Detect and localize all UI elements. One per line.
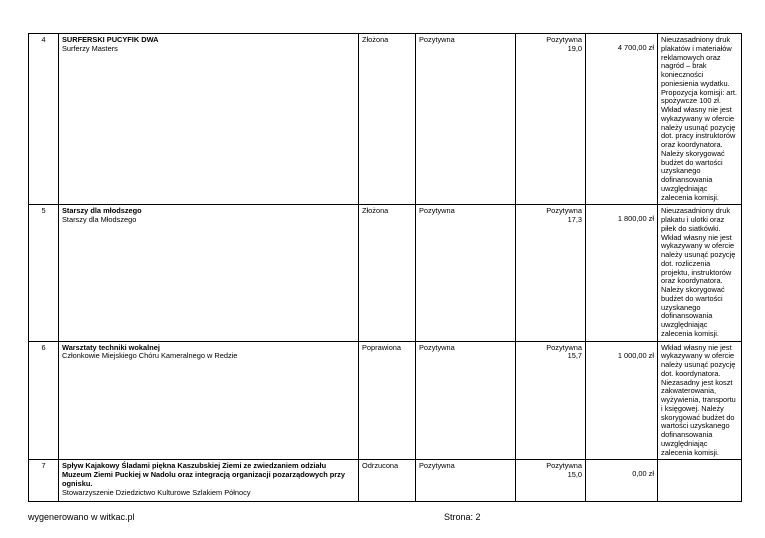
commission-notes [658, 460, 742, 502]
formal-assessment: Pozytywna [416, 34, 516, 205]
commission-notes: Nieuzasadniony druk plakatów i materiałów reklamowych oraz nagród – brak konieczności poniesienia wydatku. Propozycja komisji: art. spożywcze 100 zł. Wkład własny nie jest wykazywany w ofercie należy usunąć pozycję dot. pracy instruktorów oraz koordynatora. Należy skorygować budżet do wartości uzyskanego dofinansowania uwzględniając zalecenia komisji. [658, 34, 742, 205]
offer-title: SURFERSKI PUCYFIK DWA [62, 35, 159, 44]
offer-status: Złożona [359, 34, 416, 205]
merit-assessment [516, 34, 586, 205]
granted-amount: 0,00 zł [586, 460, 658, 502]
merit-assessment [516, 205, 586, 341]
offer-title: Starszy dla młodszego [62, 206, 142, 216]
row-number: 7 [29, 460, 59, 502]
merit-score: 19,0 [567, 43, 582, 53]
page-number: Strona: 2 [444, 512, 481, 522]
table-row [29, 205, 742, 341]
offer-title-cell [59, 34, 359, 205]
offer-title-cell [59, 460, 359, 502]
merit-label: Pozytywna [546, 206, 582, 216]
row-number: 5 [29, 205, 59, 341]
organization-name: Surferzy Masters [62, 43, 118, 53]
merit-label: Pozytywna [546, 35, 582, 44]
formal-assessment: Pozytywna [416, 460, 516, 502]
merit-score: 17,3 [567, 215, 582, 224]
commission-notes: Nieuzasadniony druk plakatu i ulotki oraz piłek do siatkówki. Wkład własny nie jest wykazywany w ofercie należy usunąć pozycję dot. rozliczenia projektu, instruktorów oraz koordynatora. Należy skorygować budżet do wartości uzyskanego dofinansowania uwzględniając zalecenia komisji. [658, 205, 742, 341]
formal-assessment: Pozytywna [416, 205, 516, 341]
merit-assessment [516, 460, 586, 502]
table-row [29, 341, 742, 460]
merit-score: 15,7 [567, 351, 582, 361]
generated-by-footer: wygenerowano w witkac.pl [28, 512, 135, 522]
commission-notes: Wkład własny nie jest wykazywany w ofercie należy usunąć pozycję dot. koordynatora. Niezasadny jest koszt zakwaterowania, wyżywienia, transportu i księgowej. Należy skorygować budżet do wartości uzyskanego dofinansowania uwzględniając zalecenia komisji. [658, 341, 742, 460]
merit-label: Pozytywna [546, 461, 582, 471]
organization-name: Stowarzyszenie Dziedzictwo Kulturowe Szlakiem Północy [62, 487, 251, 497]
granted-amount: 1 800,00 zł [586, 205, 658, 341]
offer-title-cell [59, 341, 359, 460]
row-number: 6 [29, 341, 59, 460]
offer-title: Spływ Kajakowy Śladami piękna Kaszubskiej Ziemi ze zwiedzaniem odziału Muzeum Ziemi Puckiej w Nadolu oraz integracją organizacji pozarządowych przy ognisku. [62, 461, 345, 488]
granted-amount: 4 700,00 zł [586, 34, 658, 205]
merit-label: Pozytywna [546, 342, 582, 352]
row-number: 4 [29, 34, 59, 205]
merit-score: 15,0 [567, 470, 582, 479]
offer-status: Odrzucona [359, 460, 416, 502]
offer-status: Poprawiona [359, 341, 416, 460]
granted-amount: 1 000,00 zł [586, 341, 658, 460]
offers-table [28, 33, 742, 502]
formal-assessment: Pozytywna [416, 341, 516, 460]
table-row [29, 460, 742, 502]
offer-status: Złożona [359, 205, 416, 341]
table-row [29, 34, 742, 205]
merit-assessment [516, 341, 586, 460]
organization-name: Starszy dla Młodszego [62, 215, 137, 224]
offer-title: Warsztaty techniki wokalnej [62, 342, 160, 352]
organization-name: Członkowie Miejskiego Chóru Kameralnego w Redzie [62, 351, 238, 361]
offer-title-cell [59, 205, 359, 341]
